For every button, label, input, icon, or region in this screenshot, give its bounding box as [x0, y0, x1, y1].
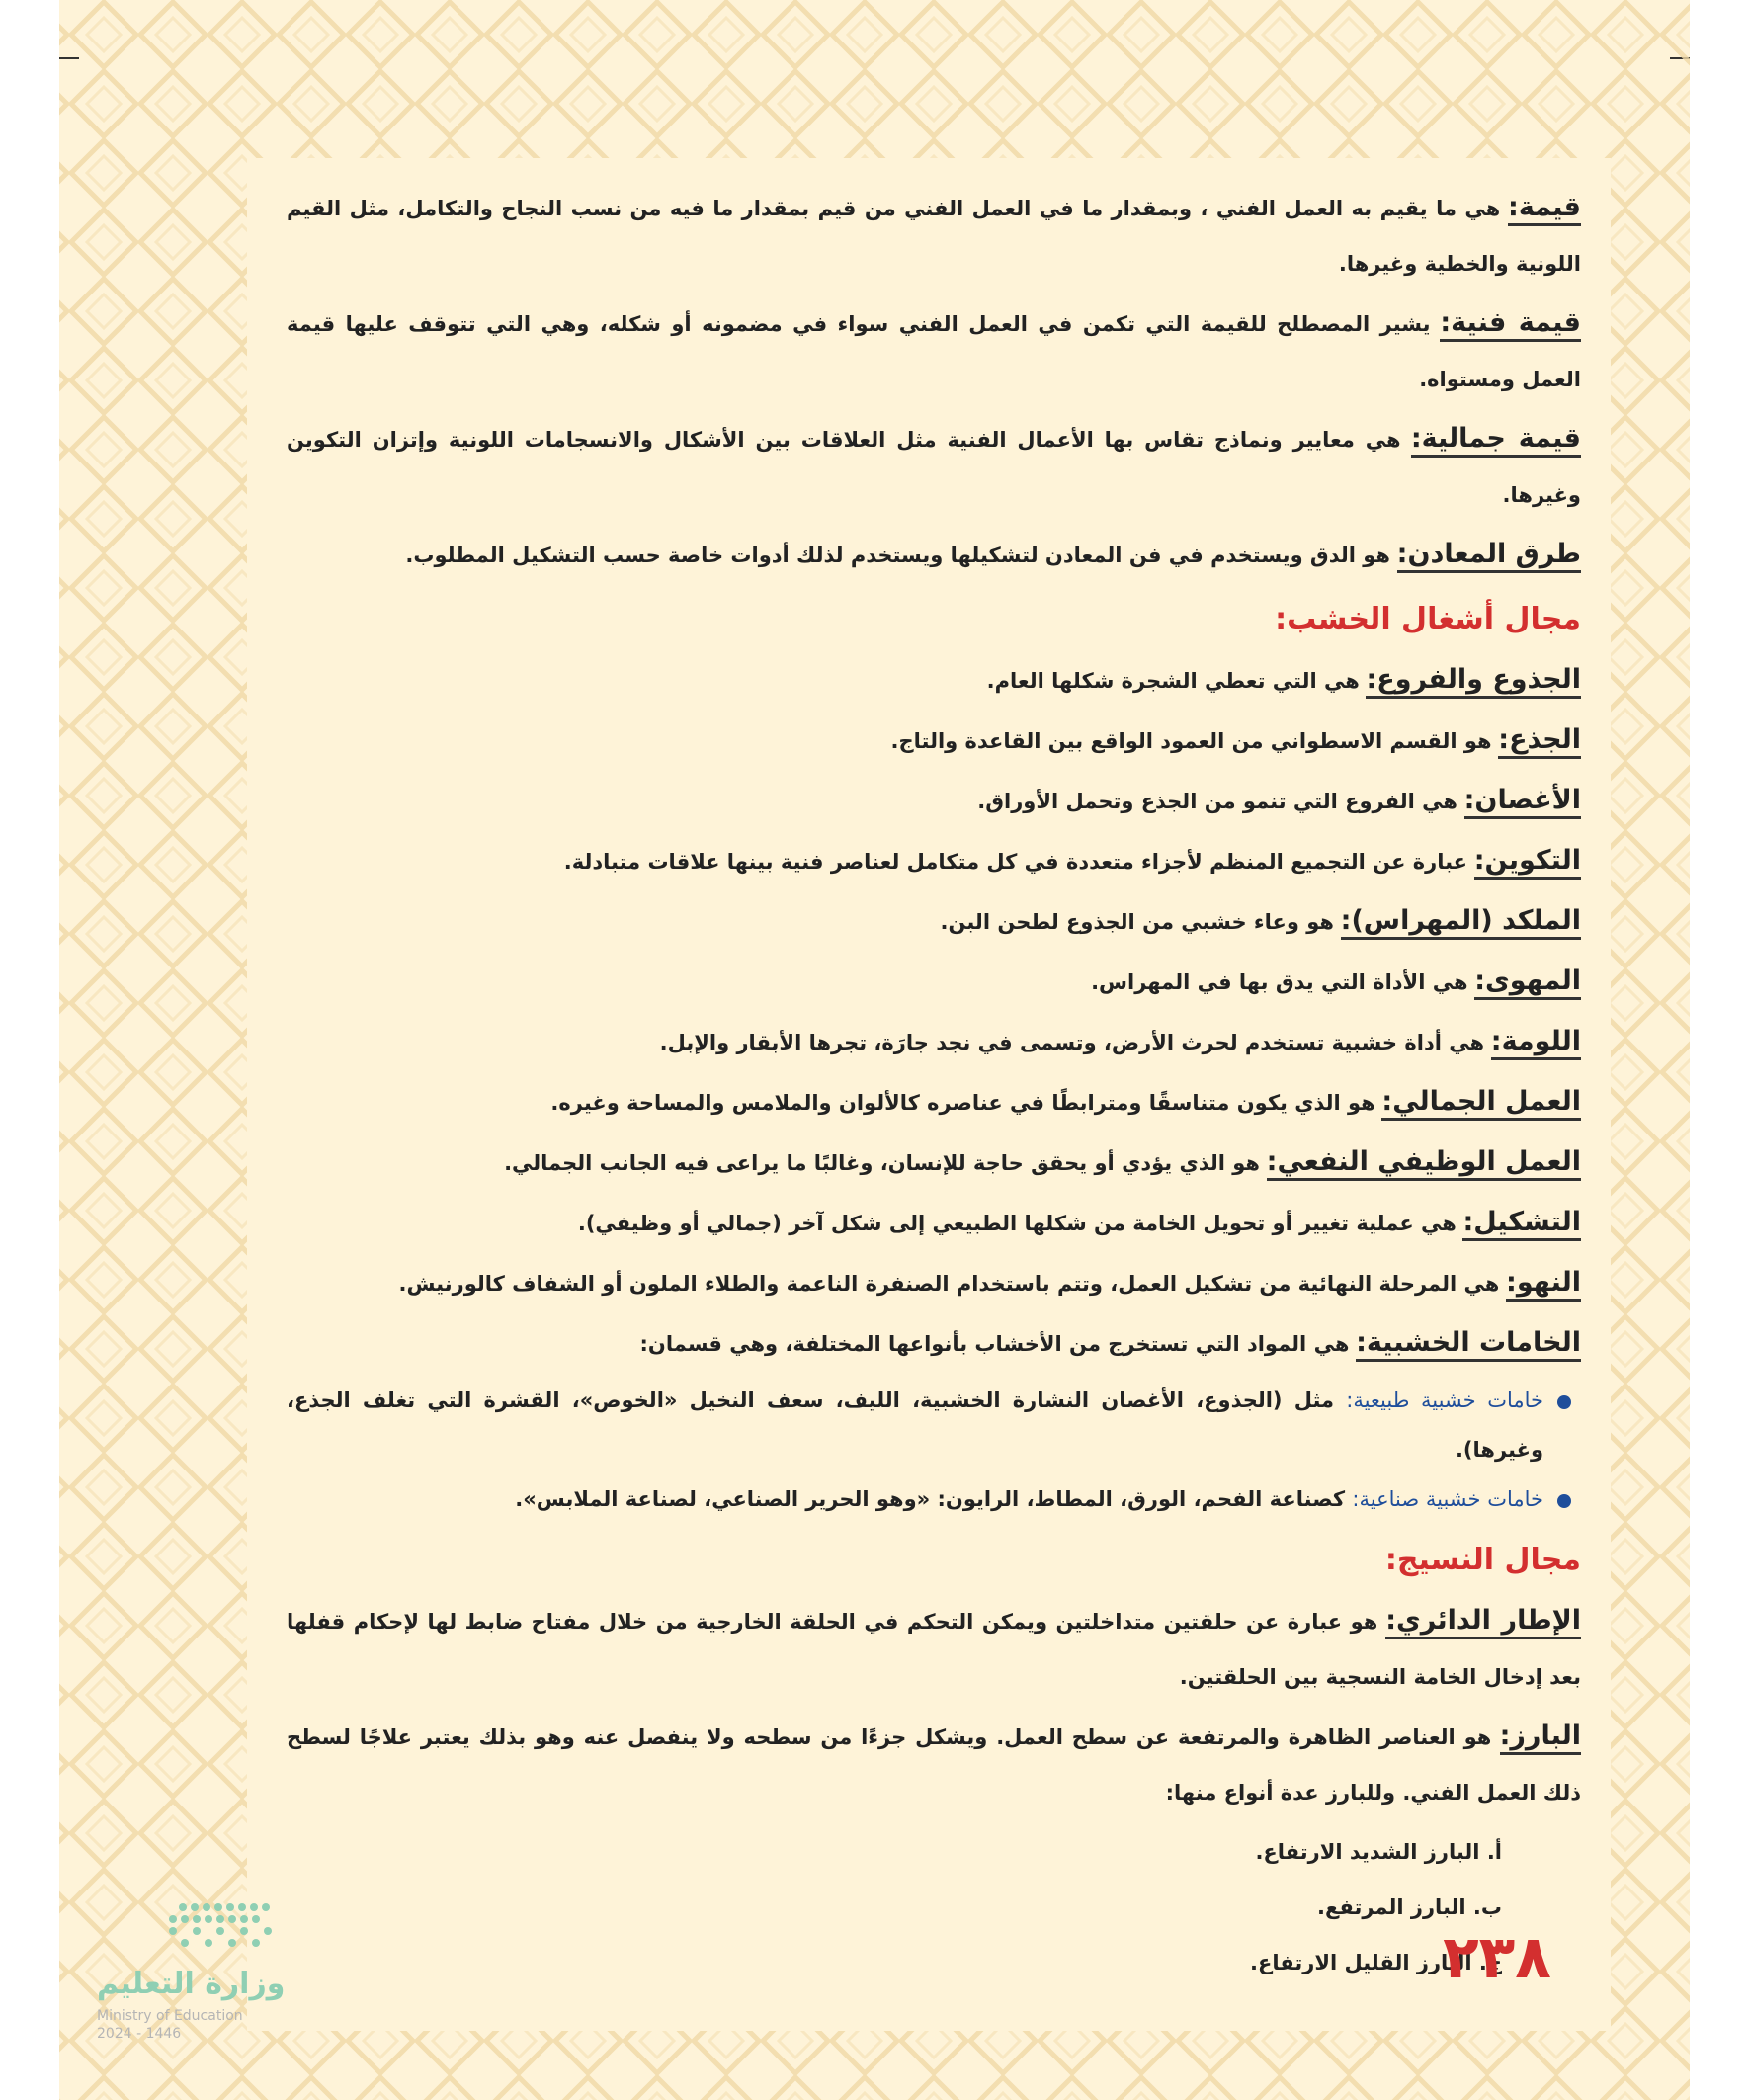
entry-term: قيمة جمالية:	[1411, 423, 1581, 458]
glossary-entry	[287, 893, 1581, 950]
glossary-entry	[287, 1134, 1581, 1191]
entry-term: الإطار الدائري:	[1385, 1605, 1581, 1639]
entry-definition: هي الفروع التي تنمو من الجذع وتحمل الأوراق.	[977, 790, 1458, 813]
page-number: ٢٣٨	[1443, 1923, 1551, 1992]
glossary-entry	[287, 1074, 1581, 1131]
entry-definition: هو القسم الاسطواني من العمود الواقع بين القاعدة والتاج.	[890, 729, 1492, 753]
ministry-name-arabic: وزارة التعليم	[97, 1967, 286, 2001]
entry-definition: هي المرحلة النهائية من تشكيل العمل، وتتم باستخدام الصنفرة الناعمة والطلاء الملون أو الشفاف كالورنيش.	[398, 1272, 1500, 1296]
entry-term: قيمة:	[1508, 192, 1581, 226]
bullet-title: خامات خشبية طبيعية:	[1346, 1388, 1544, 1412]
entry-term: الملكد (المهراس):	[1341, 905, 1581, 940]
glossary-entry	[287, 411, 1581, 523]
relief-types-list	[287, 1824, 1581, 1990]
entry-definition: هو الدق ويستخدم في فن المعادن لتشكيلها ويستخدم لذلك أدوات خاصة حسب التشكيل المطلوب.	[405, 544, 1390, 567]
entry-definition: هي عملية تغيير أو تحويل الخامة من شكلها الطبيعي إلى شكل آخر (جمالي أو وظيفي).	[577, 1212, 1457, 1235]
ministry-name-english: Ministry of Education	[97, 2008, 243, 2024]
entry-definition: هي الأداة التي يدق بها في المهراس.	[1091, 970, 1468, 994]
entry-definition: هو وعاء خشبي من الجذوع لطحن البن.	[940, 910, 1334, 934]
entry-term: العمل الوظيفي النفعي:	[1267, 1146, 1581, 1181]
entry-definition: هو الذي يكون متناسقًا ومترابطًا في عناصره كالألوان والملامس والمساحة وغيره.	[550, 1091, 1375, 1115]
list-item: أ. البارز الشديد الارتفاع.	[1255, 1840, 1502, 1864]
entry-definition: هو الذي يؤدي أو يحقق حاجة للإنسان، وغالبًا ما يراعى فيه الجانب الجمالي.	[504, 1151, 1260, 1175]
glossary-entry	[287, 713, 1581, 769]
list-item	[287, 1474, 1571, 1524]
entry-definition: هي المواد التي تستخرج من الأخشاب بأنواعها المختلفة، وهي قسمان:	[639, 1332, 1350, 1356]
bullet-icon	[1557, 1395, 1571, 1409]
entry-term: النهو:	[1506, 1267, 1581, 1302]
list-item: ب. البارز المرتفع.	[1317, 1895, 1502, 1919]
bullet-text: مثل (الجذوع، الأغصان النشارة الخشبية، الليف، سعف النخيل «الخوص»، القشرة التي تغلف الجذع، وغيرها).	[287, 1388, 1543, 1462]
glossary-entry	[287, 1014, 1581, 1070]
list-item: ج. البارز القليل الارتفاع.	[1250, 1951, 1502, 1974]
entry-definition: هو العناصر الظاهرة والمرتفعة عن سطح العمل. ويشكل جزءًا من سطحه ولا ينفصل عنه وهو بذلك يعتبر علاجًا لسطح ذلك العمل الفني. وللبارز عدة أنواع منها:	[287, 1725, 1581, 1805]
list-item	[287, 1376, 1571, 1474]
entry-definition: يشير المصطلح للقيمة التي تكمن في العمل الفني سواء في مضمونه أو شكله، وهي التي تتوقف عليها قيمة العمل ومستواه.	[287, 312, 1581, 391]
entry-definition: عبارة عن التجميع المنظم لأجزاء متعددة في كل متكامل لعناصر فنية بينها علاقات متبادلة.	[563, 850, 1468, 874]
glossary-entry	[287, 833, 1581, 889]
entry-definition: هي ما يقيم به العمل الفني ، وبمقدار ما في العمل الفني من قيم بمقدار ما فيه من نسب النجاح والتكامل، مثل القيم اللونية والخطية وغيرها.	[287, 197, 1581, 276]
entry-definition: هي التي تعطي الشجرة شكلها العام.	[986, 669, 1360, 693]
edition-year: 2024 - 1446	[97, 2026, 182, 2042]
entry-term: الجذع:	[1498, 724, 1581, 759]
glossary-entry	[287, 773, 1581, 829]
glossary-entry	[287, 1315, 1581, 1372]
entry-definition: هي معايير ونماذج تقاس بها الأعمال الفنية مثل العلاقات بين الأشكال والانسجامات اللونية وإتزان التكوين وغيرها.	[287, 428, 1581, 507]
bullet-title: خامات خشبية صناعية:	[1352, 1487, 1543, 1511]
entry-term: البارز:	[1500, 1721, 1581, 1755]
glossary-entry	[287, 954, 1581, 1010]
section-heading-wood: مجال أشغال الخشب:	[1275, 602, 1581, 636]
glossary-entry	[287, 1195, 1581, 1251]
entry-term: قيمة فنية:	[1440, 307, 1581, 342]
glossary-entry	[287, 527, 1581, 583]
section-heading-textile: مجال النسيج:	[1384, 1543, 1581, 1577]
glossary-entry	[287, 1709, 1581, 1820]
entry-term: الجذوع والفروع:	[1366, 664, 1581, 699]
entry-term: التكوين:	[1474, 845, 1581, 880]
entry-term: اللومة:	[1491, 1026, 1581, 1060]
entry-term: الأغصان:	[1464, 785, 1581, 819]
entry-definition: هو عبارة عن حلقتين متداخلتين ويمكن التحكم في الحلقة الخارجية من خلال مفتاح ضابط لها لإحكام قفلها بعد إدخال الخامة النسجية بين الحلقتين.	[287, 1610, 1581, 1689]
entry-term: المهوى:	[1474, 966, 1581, 1000]
entry-term: العمل الجمالي:	[1381, 1086, 1581, 1121]
entry-term: الخامات الخشبية:	[1356, 1327, 1581, 1362]
bullet-text: كصناعة الفحم، الورق، المطاط، الرايون: «وهو الحرير الصناعي، لصناعة الملابس».	[515, 1487, 1346, 1511]
glossary-entry	[287, 1593, 1581, 1705]
entry-definition: هي أداة خشبية تستخدم لحرث الأرض، وتسمى في نجد جارَة، تجرها الأبقار والإبل.	[659, 1031, 1485, 1054]
glossary-entry	[287, 295, 1581, 407]
glossary-content	[287, 180, 1581, 1990]
glossary-entry	[287, 180, 1581, 292]
bullet-icon	[1557, 1494, 1571, 1508]
wood-materials-list	[287, 1376, 1581, 1524]
glossary-entry	[287, 1255, 1581, 1311]
entry-term: التشكيل:	[1462, 1207, 1581, 1241]
glossary-entry	[287, 652, 1581, 709]
entry-term: طرق المعادن:	[1397, 539, 1581, 573]
